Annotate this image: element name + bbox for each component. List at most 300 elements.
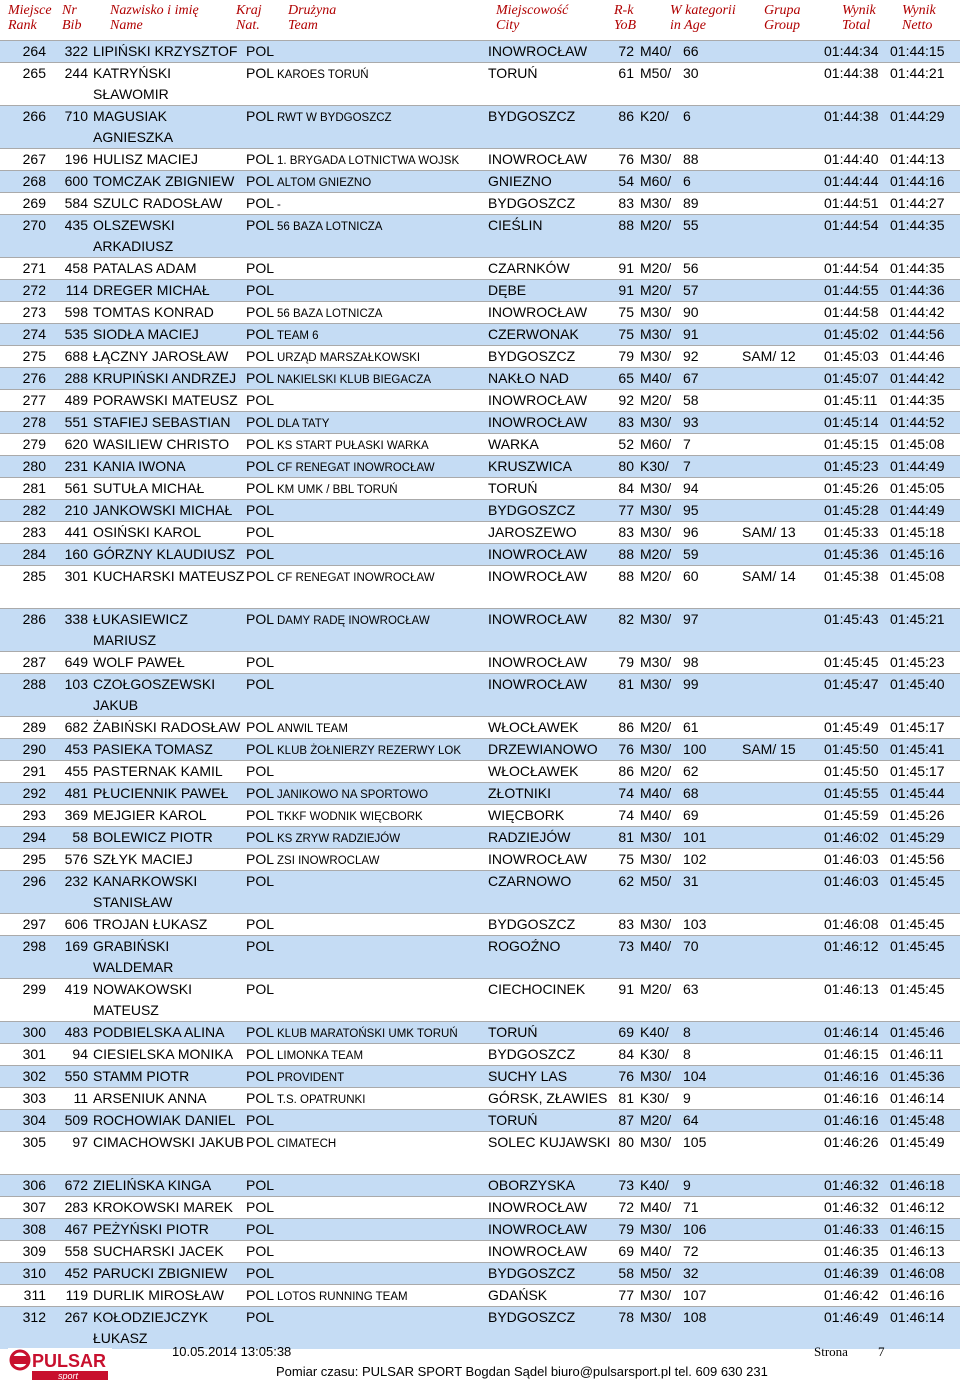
cell-name: CIMACHOWSKI JAKUB (93, 1134, 244, 1150)
cell-yob: 86 (618, 719, 634, 735)
cell-total: 01:45:07 (824, 370, 879, 386)
cell-bib: 114 (65, 282, 88, 298)
cell-netto: 01:44:46 (890, 348, 945, 364)
cell-name: PARUCKI ZBIGNIEW (93, 1265, 228, 1281)
cell-nat: POL (246, 1068, 275, 1084)
cell-nat: POL (246, 348, 275, 364)
table-row (0, 978, 960, 1021)
cell-in-age: 107 (683, 1287, 707, 1303)
cell-name: STAMM PIOTR (93, 1068, 190, 1084)
cell-netto: 01:45:23 (890, 654, 945, 670)
cell-cat: M60/ (640, 436, 672, 452)
cell-city: BYDGOSZCZ (488, 348, 576, 364)
cell-city: INOWROCŁAW (488, 654, 588, 670)
cell-yob: 62 (618, 873, 634, 889)
cell-rank: 266 (22, 108, 46, 124)
cell-total: 01:45:23 (824, 458, 879, 474)
cell-yob: 80 (618, 458, 634, 474)
cell-name: ŻABIŃSKI RADOSŁAW (93, 719, 241, 735)
cell-cat: M30/ (640, 151, 672, 167)
cell-yob: 61 (618, 65, 634, 81)
table-row (0, 62, 960, 105)
cell-bib: 231 (64, 458, 88, 474)
cell-city: DRZEWIANOWO (488, 741, 598, 757)
cell-netto: 01:44:42 (890, 370, 945, 386)
cell-name: TOMTAS KONRAD (93, 304, 214, 320)
cell-netto: 01:46:14 (890, 1309, 945, 1325)
cell-total: 01:44:58 (824, 304, 879, 320)
cell-name: ŁĄCZNY JAROSŁAW (93, 348, 229, 364)
cell-cat: M30/ (640, 1221, 672, 1237)
cell-cat: M20/ (640, 392, 672, 408)
cell-city: TORUŃ (488, 1112, 538, 1128)
cell-in-age: 88 (683, 151, 699, 167)
cell-nat: POL (246, 151, 275, 167)
cell-total: 01:46:13 (824, 981, 879, 997)
cell-netto: 01:45:17 (890, 763, 945, 779)
header-bib: Nr Bib (62, 3, 82, 33)
cell-name: MEJGIER KAROL (93, 807, 207, 823)
table-row (0, 1262, 960, 1284)
cell-in-age: 30 (683, 65, 699, 81)
cell-total: 01:46:16 (824, 1090, 879, 1106)
cell-in-age: 72 (683, 1243, 699, 1259)
cell-total: 01:46:03 (824, 851, 879, 867)
cell-bib: 160 (64, 546, 88, 562)
header-city: Miejscowość City (496, 3, 569, 33)
table-row (0, 214, 960, 257)
cell-in-age: 108 (683, 1309, 707, 1325)
cell-rank: 274 (22, 326, 46, 342)
table-row (0, 804, 960, 826)
table-row (0, 1174, 960, 1196)
cell-city: RADZIEJÓW (488, 829, 571, 845)
cell-yob: 58 (618, 1265, 634, 1281)
cell-rank: 275 (22, 348, 46, 364)
cell-name: JANKOWSKI MICHAŁ (93, 502, 233, 518)
cell-rank: 280 (22, 458, 46, 474)
cell-yob: 88 (618, 546, 634, 562)
header-in-age: W kategorii in Age (670, 3, 736, 33)
cell-cat: M50/ (640, 873, 672, 889)
cell-nat: POL (246, 480, 275, 496)
cell-rank: 312 (22, 1309, 46, 1325)
cell-rank: 281 (22, 480, 46, 496)
cell-name: SZŁYK MACIEJ (93, 851, 193, 867)
cell-total: 01:44:44 (824, 173, 879, 189)
cell-yob: 65 (618, 370, 634, 386)
cell-total: 01:45:55 (824, 785, 879, 801)
cell-rank: 290 (22, 741, 46, 757)
cell-team: LOTOS RUNNING TEAM (277, 1291, 408, 1303)
cell-cat: M30/ (640, 480, 672, 496)
cell-name: KRUPIŃSKI ANDRZEJ (93, 370, 237, 386)
cell-bib: 481 (64, 785, 88, 801)
cell-team: KAROES TORUŃ (277, 69, 369, 81)
cell-rank: 304 (22, 1112, 46, 1128)
cell-in-age: 7 (683, 436, 691, 452)
cell-cat: M30/ (640, 741, 672, 757)
cell-city: INOWROCŁAW (488, 1243, 588, 1259)
cell-total: 01:45:02 (824, 326, 879, 342)
cell-city: JAROSZEWO (488, 524, 577, 540)
cell-name: PORAWSKI MATEUSZ (93, 392, 238, 408)
cell-in-age: 90 (683, 304, 699, 320)
cell-city: ROGOŹNO (488, 938, 561, 954)
cell-rank: 269 (22, 195, 46, 211)
cell-nat: POL (246, 43, 275, 59)
table-row (0, 411, 960, 433)
cell-netto: 01:45:29 (890, 829, 945, 845)
cell-yob: 75 (618, 326, 634, 342)
cell-cat: M30/ (640, 1134, 672, 1150)
cell-city: INOWROCŁAW (488, 851, 588, 867)
table-row (0, 1196, 960, 1218)
cell-name: LIPIŃSKI KRZYSZTOF (93, 43, 238, 59)
cell-city: BYDGOSZCZ (488, 108, 576, 124)
cell-netto: 01:45:41 (890, 741, 945, 757)
cell-name: CIESIELSKA MONIKA (93, 1046, 234, 1062)
cell-yob: 74 (618, 785, 634, 801)
cell-cat: M50/ (640, 1265, 672, 1281)
cell-in-age: 58 (683, 392, 699, 408)
cell-yob: 83 (618, 414, 634, 430)
cell-netto: 01:46:12 (890, 1199, 945, 1215)
cell-rank: 276 (22, 370, 46, 386)
cell-total: 01:45:38 (824, 568, 879, 584)
cell-in-age: 96 (683, 524, 699, 540)
cell-nat: POL (246, 173, 275, 189)
cell-nat: POL (246, 546, 275, 562)
cell-cat: M30/ (640, 676, 672, 692)
cell-cat: M40/ (640, 785, 672, 801)
cell-name: DREGER MICHAŁ (93, 282, 210, 298)
cell-total: 01:45:50 (824, 741, 879, 757)
cell-yob: 84 (618, 1046, 634, 1062)
cell-bib: 452 (64, 1265, 88, 1281)
cell-netto: 01:46:13 (890, 1243, 945, 1259)
cell-total: 01:45:26 (824, 480, 879, 496)
cell-rank: 279 (22, 436, 46, 452)
cell-city: BYDGOSZCZ (488, 195, 576, 211)
cell-nat: POL (246, 873, 275, 889)
cell-in-age: 32 (683, 1265, 699, 1281)
cell-in-age: 94 (683, 480, 699, 496)
cell-city: BYDGOSZCZ (488, 502, 576, 518)
cell-bib: 458 (64, 260, 88, 276)
cell-bib: 103 (64, 676, 88, 692)
cell-bib: 58 (72, 829, 88, 845)
cell-rank: 289 (22, 719, 46, 735)
table-row (0, 1043, 960, 1065)
cell-in-age: 104 (683, 1068, 707, 1084)
cell-yob: 72 (618, 43, 634, 59)
cell-cat: M30/ (640, 304, 672, 320)
cell-team: CF RENEGAT INOWROCŁAW (277, 462, 435, 474)
cell-in-age: 64 (683, 1112, 699, 1128)
table-row (0, 543, 960, 565)
cell-rank: 295 (22, 851, 46, 867)
cell-cat: M20/ (640, 260, 672, 276)
cell-nat: POL (246, 1134, 275, 1150)
cell-netto: 01:44:15 (890, 43, 945, 59)
cell-city: INOWROCŁAW (488, 546, 588, 562)
table-row (0, 826, 960, 848)
cell-rank: 296 (22, 873, 46, 889)
cell-yob: 81 (618, 829, 634, 845)
table-row (0, 935, 960, 978)
cell-total: 01:45:59 (824, 807, 879, 823)
table-row (0, 1218, 960, 1240)
cell-name: PATALAS ADAM (93, 260, 197, 276)
cell-nat: POL (246, 1287, 275, 1303)
cell-in-age: 59 (683, 546, 699, 562)
cell-rank: 272 (22, 282, 46, 298)
cell-yob: 77 (618, 1287, 634, 1303)
table-row (0, 848, 960, 870)
cell-in-age: 56 (683, 260, 699, 276)
cell-bib: 97 (72, 1134, 88, 1150)
table-row (0, 301, 960, 323)
cell-in-age: 105 (683, 1134, 707, 1150)
cell-netto: 01:44:56 (890, 326, 945, 342)
cell-rank: 293 (22, 807, 46, 823)
cell-netto: 01:45:18 (890, 524, 945, 540)
cell-nat: POL (246, 326, 275, 342)
cell-city: ZŁOTNIKI (488, 785, 552, 801)
cell-total: 01:44:38 (824, 108, 879, 124)
cell-cat: M40/ (640, 938, 672, 954)
cell-cat: M30/ (640, 916, 672, 932)
cell-yob: 81 (618, 1090, 634, 1106)
table-row (0, 323, 960, 345)
cell-netto: 01:45:45 (890, 981, 945, 997)
cell-bib: 551 (64, 414, 88, 430)
cell-bib: 558 (64, 1243, 88, 1259)
cell-total: 01:45:11 (824, 392, 878, 408)
cell-nat: POL (246, 611, 275, 627)
cell-total: 01:45:47 (824, 676, 879, 692)
cell-name: SIODŁA MACIEJ (93, 326, 199, 342)
cell-group: SAM/ 14 (742, 568, 796, 584)
cell-bib: 11 (73, 1090, 88, 1106)
cell-in-age: 102 (683, 851, 707, 867)
cell-rank: 283 (22, 524, 46, 540)
cell-yob: 87 (618, 1112, 634, 1128)
cell-city: DĘBE (488, 282, 527, 298)
cell-city: BYDGOSZCZ (488, 1265, 576, 1281)
cell-yob: 91 (618, 260, 634, 276)
cell-team: CF RENEGAT INOWROCŁAW (277, 572, 435, 584)
cell-name: ROCHOWIAK DANIEL (93, 1112, 236, 1128)
cell-total: 01:46:08 (824, 916, 879, 932)
cell-in-age: 57 (683, 282, 699, 298)
cell-yob: 91 (618, 981, 634, 997)
cell-name: CZOŁGOSZEWSKI JAKUB (93, 676, 216, 713)
cell-rank: 268 (22, 173, 46, 189)
cell-total: 01:46:16 (824, 1112, 879, 1128)
cell-city: CZARNKÓW (488, 260, 570, 276)
cell-name: TROJAN ŁUKASZ (93, 916, 208, 932)
cell-bib: 169 (64, 938, 88, 954)
cell-yob: 52 (618, 436, 634, 452)
cell-yob: 76 (618, 741, 634, 757)
cell-netto: 01:44:49 (890, 458, 945, 474)
cell-nat: POL (246, 1199, 275, 1215)
cell-cat: K30/ (640, 1046, 669, 1062)
cell-netto: 01:45:08 (890, 436, 945, 452)
cell-total: 01:44:34 (824, 43, 879, 59)
cell-netto: 01:46:08 (890, 1265, 945, 1281)
cell-team: ZSI INOWROCLAW (277, 855, 380, 867)
table-row (0, 521, 960, 543)
cell-yob: 82 (618, 611, 634, 627)
table-row (0, 433, 960, 455)
cell-rank: 294 (22, 829, 46, 845)
cell-name: KROKOWSKI MAREK (93, 1199, 234, 1215)
svg-text:PULSAR: PULSAR (32, 1351, 107, 1371)
results-table (0, 40, 960, 1349)
cell-in-age: 93 (683, 414, 699, 430)
cell-name: KUCHARSKI MATEUSZ (93, 568, 245, 584)
table-row (0, 782, 960, 804)
cell-nat: POL (246, 676, 275, 692)
cell-total: 01:46:39 (824, 1265, 879, 1281)
cell-cat: M30/ (640, 195, 672, 211)
cell-netto: 01:44:35 (890, 260, 945, 276)
table-row (0, 760, 960, 782)
cell-total: 01:46:32 (824, 1177, 879, 1193)
cell-in-age: 66 (683, 43, 699, 59)
cell-nat: POL (246, 829, 275, 845)
table-row (0, 1109, 960, 1131)
cell-yob: 79 (618, 348, 634, 364)
cell-yob: 86 (618, 108, 634, 124)
cell-name: NOWAKOWSKI MATEUSZ (93, 981, 193, 1018)
cell-in-age: 8 (683, 1046, 691, 1062)
cell-bib: 509 (64, 1112, 88, 1128)
cell-yob: 80 (618, 1134, 634, 1150)
cell-nat: POL (246, 938, 275, 954)
cell-team: KS START PUŁASKI WARKA (277, 440, 429, 452)
cell-name: SUTUŁA MICHAŁ (93, 480, 205, 496)
cell-netto: 01:44:29 (890, 108, 945, 124)
table-row (0, 738, 960, 760)
cell-nat: POL (246, 807, 275, 823)
header-rank: Miejsce Rank (8, 3, 52, 33)
cell-bib: 483 (64, 1024, 88, 1040)
table-row (0, 477, 960, 499)
cell-netto: 01:44:36 (890, 282, 945, 298)
cell-bib: 441 (64, 524, 88, 540)
table-row (0, 565, 960, 608)
page-number: 7 (878, 1344, 885, 1359)
cell-cat: M30/ (640, 654, 672, 670)
cell-bib: 467 (64, 1221, 88, 1237)
cell-rank: 271 (22, 260, 46, 276)
cell-total: 01:46:16 (824, 1068, 879, 1084)
cell-netto: 01:46:18 (890, 1177, 945, 1193)
cell-rank: 311 (23, 1287, 46, 1303)
cell-yob: 79 (618, 654, 634, 670)
table-row (0, 1087, 960, 1109)
cell-nat: POL (246, 414, 275, 430)
cell-cat: M40/ (640, 1199, 672, 1215)
cell-team: 1. BRYGADA LOTNICTWA WOJSK (277, 155, 460, 167)
cell-nat: POL (246, 1265, 275, 1281)
cell-rank: 284 (22, 546, 46, 562)
cell-yob: 72 (618, 1199, 634, 1215)
cell-name: OSIŃSKI KAROL (93, 524, 202, 540)
cell-yob: 88 (618, 568, 634, 584)
cell-yob: 84 (618, 480, 634, 496)
cell-netto: 01:44:49 (890, 502, 945, 518)
cell-netto: 01:44:21 (890, 65, 945, 81)
cell-cat: M50/ (640, 65, 672, 81)
cell-nat: POL (246, 436, 275, 452)
cell-name: SZULC RADOSŁAW (93, 195, 223, 211)
table-row (0, 257, 960, 279)
cell-name: GÓRZNY KLAUDIUSZ (93, 546, 236, 562)
cell-nat: POL (246, 260, 275, 276)
cell-yob: 76 (618, 151, 634, 167)
cell-yob: 74 (618, 807, 634, 823)
cell-rank: 302 (22, 1068, 46, 1084)
cell-yob: 83 (618, 524, 634, 540)
cell-team: 56 BAZA LOTNICZA (277, 308, 383, 320)
header-netto: Wynik Netto (902, 3, 936, 33)
cell-in-age: 63 (683, 981, 699, 997)
cell-bib: 94 (72, 1046, 88, 1062)
cell-total: 01:45:43 (824, 611, 879, 627)
cell-nat: POL (246, 304, 275, 320)
cell-city: INOWROCŁAW (488, 568, 588, 584)
cell-team: DLA TATY (277, 418, 330, 430)
cell-cat: M30/ (640, 1068, 672, 1084)
cell-rank: 309 (22, 1243, 46, 1259)
cell-group: SAM/ 15 (742, 741, 796, 757)
cell-nat: POL (246, 568, 275, 584)
cell-rank: 277 (22, 392, 46, 408)
table-row (0, 870, 960, 913)
header-yob: R-k YoB (614, 3, 637, 33)
cell-city: TORUŃ (488, 480, 538, 496)
cell-bib: 435 (64, 217, 88, 233)
cell-city: INOWROCŁAW (488, 392, 588, 408)
cell-total: 01:45:50 (824, 763, 879, 779)
cell-bib: 600 (64, 173, 88, 189)
cell-in-age: 60 (683, 568, 699, 584)
cell-bib: 119 (65, 1287, 88, 1303)
cell-yob: 88 (618, 217, 634, 233)
table-row (0, 170, 960, 192)
cell-cat: M30/ (640, 829, 672, 845)
cell-netto: 01:45:16 (890, 546, 945, 562)
cell-group: SAM/ 13 (742, 524, 796, 540)
cell-name: ZIELIŃSKA KINGA (93, 1177, 212, 1193)
cell-total: 01:46:14 (824, 1024, 879, 1040)
cell-rank: 303 (22, 1090, 46, 1106)
cell-bib: 210 (64, 502, 88, 518)
header-nat: Kraj Nat. (236, 3, 262, 33)
cell-cat: M20/ (640, 217, 672, 233)
cell-netto: 01:44:13 (890, 151, 945, 167)
cell-cat: K40/ (640, 1024, 669, 1040)
cell-nat: POL (246, 763, 275, 779)
table-row (0, 1131, 960, 1174)
cell-city: INOWROCŁAW (488, 414, 588, 430)
cell-city: OBORZYSKA (488, 1177, 576, 1193)
